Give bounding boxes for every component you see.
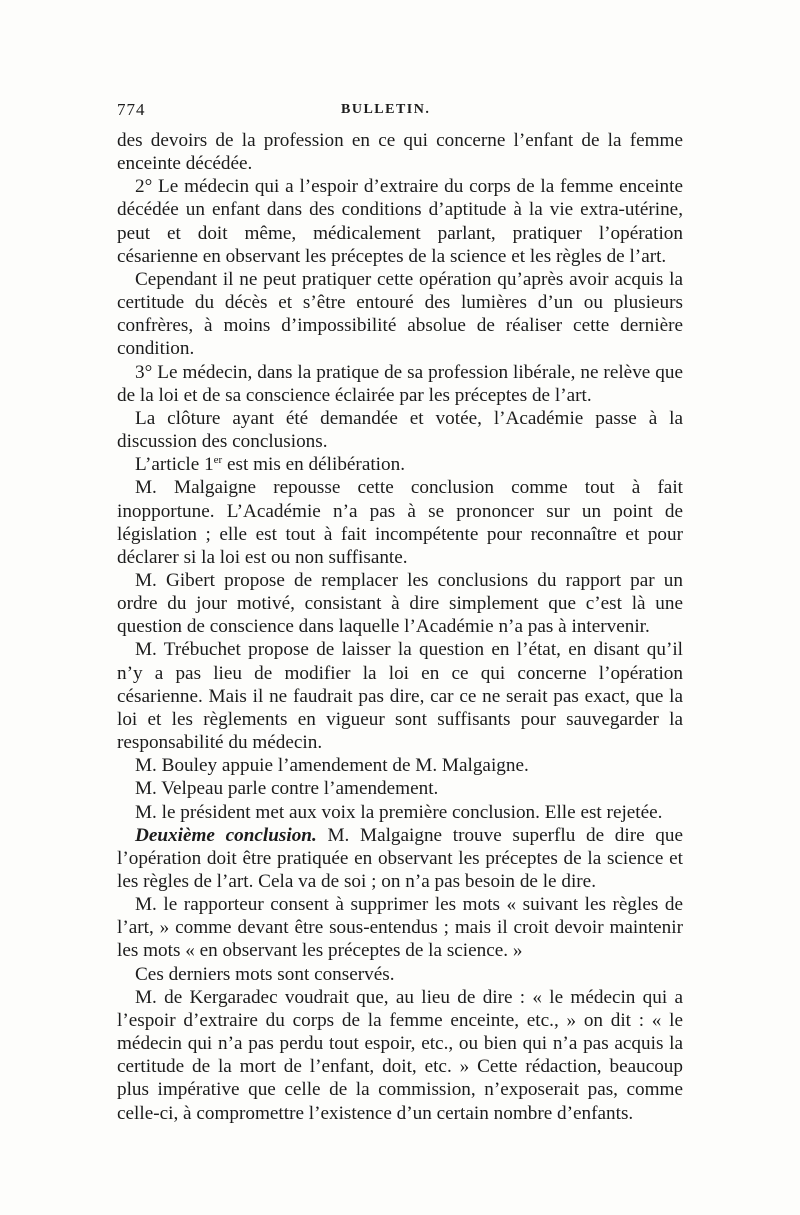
paragraph-condition: Cependant il ne peut pratiquer cette opération qu’après avoir acquis la certitude du décès et s’être entouré des lumières d’un ou plusieurs confrères, à moins d’impossibilité absolue de réaliser cette dernière condition.	[117, 268, 683, 360]
page-header	[117, 100, 683, 126]
article-text-end: est mis en délibération.	[222, 454, 405, 476]
running-head: BULLETIN.	[341, 102, 431, 117]
paragraph-president: M. le président met aux voix la première conclusion. Elle est rejetée.	[135, 801, 663, 823]
paragraph-continuation: des devoirs de la profession en ce qui concerne l’enfant de la femme enceinte décédée.	[117, 130, 683, 175]
paragraph-kergaradec: M. de Kergaradec voudrait que, au lieu de dire : « le médecin qui a l’espoir d’extraire du corps de la femme enceinte, etc., » on dit : « le médecin qui n’a pas perdu tout espoir, etc., ou bien qui n’a pas acquis la certitude de la mort de l’enfant, doit, etc. » Cette rédaction, beaucoup plus impérative que celle de la commission, n’exposerait pas, comme celle-ci, à compromettre l’existence d’un certain nombre d’enfants.	[117, 986, 683, 1124]
paragraph-conclusion-3: 3° Le médecin, dans la pratique de sa profession libérale, ne relève que de la loi et de sa conscience éclairée par les préceptes de l’art.	[117, 361, 683, 406]
paragraph-rapporteur: M. le rapporteur consent à supprimer les mots « suivant les règles de l’art, » comme devant être sous-entendus ; mais il croit devoir maintenir les mots « en observant les préceptes de la science. »	[117, 894, 683, 962]
deuxieme-conclusion-text: M. Malgaigne trouve superflu de dire que l’opération doit être pratiquée en observant les préceptes de la science et les règles de l’art. Cela va de soi ; on n’a pas besoin de le dire.	[117, 824, 684, 892]
paragraph-conclusion-2: 2° Le médecin qui a l’espoir d’extraire du corps de la femme enceinte décédée un enfant dans des conditions d’aptitude à la vie extra-utérine, peut et doit même, médicalement parlant, pratiquer l’opération césarienne en observant les préceptes de la science et les règles de l’art.	[117, 176, 683, 267]
paragraph-cloture: La clôture ayant été demandée et votée, l’Académie passe à la discussion des conclusions.	[117, 407, 683, 453]
page-number: 774	[117, 100, 146, 119]
paragraph-deuxieme-conclusion	[117, 824, 683, 893]
section-heading-italic: Deuxième conclusion.	[135, 824, 317, 846]
article-superscript: er	[213, 454, 223, 467]
paragraph-bouley: M. Bouley appuie l’amendement de M. Malgaigne.	[135, 755, 529, 777]
article-text-start: L’article 1	[135, 454, 214, 476]
paragraph-trebuchet: M. Trébuchet propose de laisser la question en l’état, en disant qu’il n’y a pas lieu de modifier la loi en ce qui concerne l’opération césarienne. Mais il ne faudrait pas dire, car ce ne serait pas exact, que la loi et les règlements en vigueur sont suffisants pour sauvegarder la responsabilité du médecin.	[117, 639, 683, 754]
paragraph-conserves: Ces derniers mots sont conservés.	[135, 963, 395, 985]
paragraph-article-1	[117, 453, 683, 476]
body-text	[117, 129, 683, 1125]
paragraph-malgaigne: M. Malgaigne repousse cette conclusion comme tout à fait inopportune. L’Académie n’a pas à se prononcer sur un point de législation ; elle est tout à fait incompétente pour reconnaître et pour déclarer si la loi est ou non suffisante.	[117, 477, 683, 568]
paragraph-gibert: M. Gibert propose de remplacer les conclusions du rapport par un ordre du jour motivé, consistant à dire simplement que c’est là une question de conscience dans laquelle l’Académie n’a pas à intervenir.	[117, 569, 683, 638]
paragraph-velpeau: M. Velpeau parle contre l’amendement.	[135, 778, 439, 800]
